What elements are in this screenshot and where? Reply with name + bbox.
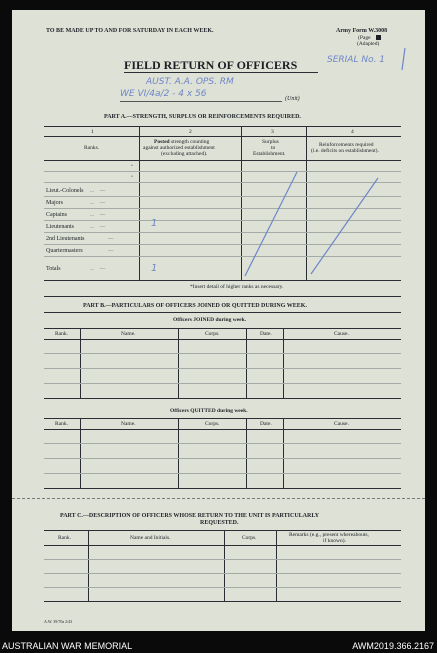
unit-label: (Unit) [285, 96, 300, 102]
part-b-rule [44, 312, 401, 313]
grid-row [44, 353, 401, 354]
instruction-text: TO BE MADE UP TO AND FOR SATURDAY IN EACH WEEK. [46, 28, 214, 34]
rank-label: Lieutenants [46, 224, 74, 230]
rank-label: Captains [46, 212, 67, 218]
col-num-2: 2 [189, 129, 192, 135]
joined-vline [178, 328, 179, 398]
joined-col-cause: Cause. [334, 331, 349, 337]
rank-label: Majors [46, 200, 63, 206]
joined-col-corps: Corps. [205, 331, 220, 337]
asterisk-dot: • [131, 164, 133, 169]
col2-header-line2: against authorized establishment [143, 145, 215, 151]
grid-row [44, 443, 401, 444]
joined-col-name: Name. [121, 331, 136, 337]
form-id: Army Form W.3008 [336, 28, 388, 34]
leader-dots: ... — [90, 188, 106, 194]
serial-number-handwritten: SERIAL No. 1 [327, 55, 386, 65]
quitted-header-bottom [44, 429, 401, 430]
part-c-vline [224, 530, 225, 601]
leader-dots: ... — [90, 266, 106, 272]
rank-label: Quartermasters [46, 248, 83, 254]
joined-vline [246, 328, 247, 398]
part-c-col-rank: Rank. [58, 535, 71, 541]
leader-dots: — [108, 248, 114, 254]
part-c-vline [88, 530, 89, 601]
adapted-label: (Adapted) [357, 41, 380, 47]
part-c-col-corps: Corps. [242, 535, 257, 541]
part-c-remarks-1: Remarks (e.g., present whereabouts, [289, 532, 369, 538]
footer-left-label: AUSTRALIAN WAR MEMORIAL [2, 641, 133, 651]
rank-label: Lieut.-Colonels [46, 188, 84, 194]
part-b-top-rule [44, 296, 401, 297]
part-c-col-name: Name and Initials. [130, 535, 171, 541]
leader-dots: ... — [90, 200, 106, 206]
grid-row [44, 458, 401, 459]
leader-dots: ... — [90, 212, 106, 218]
page-label: (Page [358, 35, 371, 41]
quitted-col-name: Name. [121, 421, 136, 427]
joined-vline [283, 328, 284, 398]
quitted-header-top [44, 418, 401, 419]
quitted-vline [178, 418, 179, 488]
quitted-vline [80, 418, 81, 488]
col2-header-rest: strength counting [170, 139, 210, 145]
col4-header-line1: Reinforcements required [319, 142, 374, 148]
part-c-header-top [44, 530, 401, 531]
totals-label: Totals [46, 266, 61, 272]
leader-dots: — [108, 236, 114, 242]
joined-col-date: Date. [260, 331, 272, 337]
grid-row [44, 473, 401, 474]
joined-header-bottom [44, 339, 401, 340]
lieutenants-value-handwritten: 1 [151, 218, 158, 229]
quitted-col-rank: Rank. [55, 421, 68, 427]
joined-vline [80, 328, 81, 398]
quitted-col-corps: Corps. [205, 421, 220, 427]
grid-row [44, 383, 401, 384]
joined-title: Officers JOINED during week. [173, 317, 247, 323]
grid-row [44, 559, 401, 560]
grid-row [44, 573, 401, 574]
col-num-3: 3 [271, 129, 274, 135]
joined-header-top [44, 328, 401, 329]
asterisk-dot: • [131, 175, 133, 180]
part-c-vline [276, 530, 277, 601]
col3-header-line1: Surplus [262, 139, 279, 145]
totals-value-handwritten: 1 [151, 263, 158, 274]
leader-dots: ... — [90, 224, 106, 230]
col2-header-line3: (excluding attached). [161, 151, 208, 157]
footer-right-label: AWM2019.366.2167 [352, 641, 434, 651]
quitted-title: Officers QUITTED during week. [170, 408, 248, 414]
quitted-vline [283, 418, 284, 488]
part-a-footnote: *Insert detail of higher ranks as necessary. [190, 284, 284, 290]
joined-col-rank: Rank. [55, 331, 68, 337]
col3-header-line2: to [271, 145, 276, 151]
part-c-heading-2: REQUESTED. [200, 520, 239, 526]
col4-header-line2: (i.e. deficits on establishment). [311, 148, 379, 154]
col3-header-line3: Establishment. [253, 151, 286, 157]
part-b-heading: PART B.—PARTICULARS OF OFFICERS JOINED OR QUITTED DURING WEEK. [83, 303, 307, 309]
col1-header: Ranks. [84, 145, 100, 151]
grid-row [44, 587, 401, 588]
quitted-col-date: Date. [260, 421, 272, 427]
col2-header-bold: Posted [154, 139, 170, 145]
rank-label: 2nd Lieutenants [46, 236, 85, 242]
joined-bottom-rule [44, 398, 401, 399]
unit-handwritten-1: AUST. A.A. OPS. RM [146, 77, 234, 87]
col-num-1: 1 [91, 129, 94, 135]
part-c-heading-1: PART C.—DESCRIPTION OF OFFICERS WHOSE RETURN TO THE UNIT IS PARTICULARLY [60, 513, 320, 519]
quitted-bottom-rule [44, 488, 401, 489]
part-c-bottom-rule [44, 601, 401, 602]
col-num-4: 4 [351, 129, 354, 135]
quitted-col-cause: Cause. [334, 421, 349, 427]
form-title: FIELD RETURN OF OFFICERS [124, 58, 298, 72]
part-c-remarks-2: if known). [323, 538, 346, 544]
part-a-heading: PART A.—STRENGTH, SURPLUS OR REINFORCEMENTS REQUIRED. [104, 114, 301, 120]
quitted-vline [246, 418, 247, 488]
archive-footer [0, 631, 437, 653]
perforation-line [12, 498, 425, 499]
part-c-header-bottom [44, 545, 401, 546]
unit-handwritten-2: WE VI/4a/2 - 4 x 56 [120, 89, 207, 99]
printer-note: A.W. 39/70a 2/43 [44, 619, 73, 624]
grid-row [44, 368, 401, 369]
